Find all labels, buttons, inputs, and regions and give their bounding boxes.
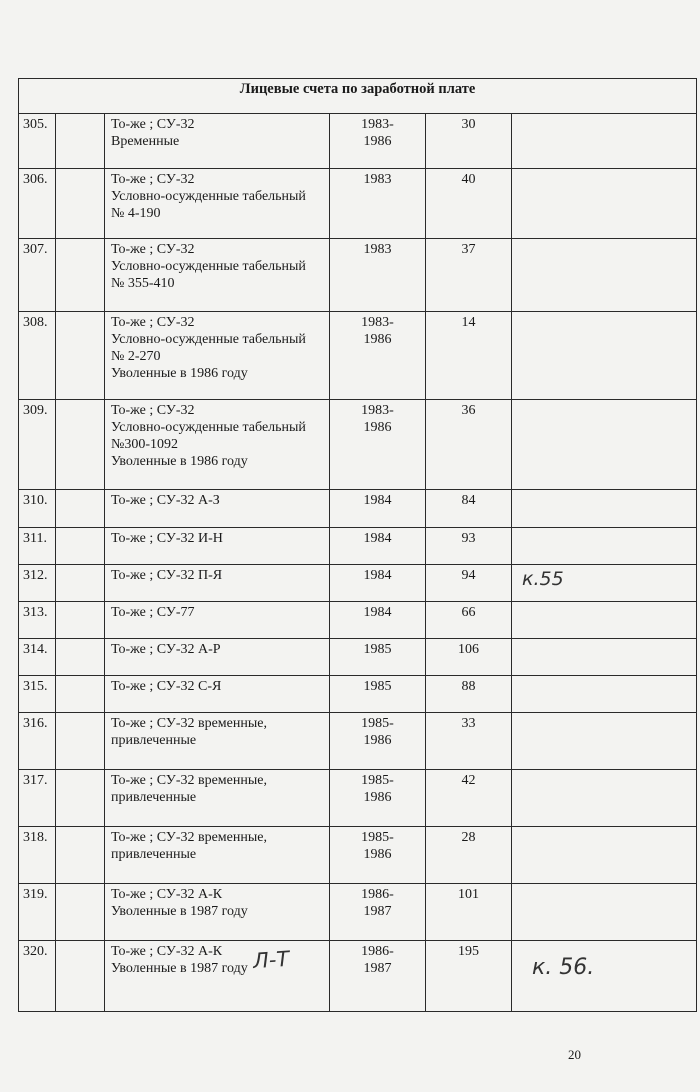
description-line: Уволенные в 1987 году xyxy=(111,961,248,976)
row-years xyxy=(330,676,426,713)
description-line: То-же ; СУ-32 xyxy=(111,315,195,330)
table-row xyxy=(19,676,697,713)
row-number: 317. xyxy=(19,770,56,827)
row-description xyxy=(105,602,330,639)
row-number: 307. xyxy=(19,239,56,312)
table-row xyxy=(19,941,697,1012)
table-row xyxy=(19,770,697,827)
description-line: № 355-410 xyxy=(111,276,175,291)
row-years xyxy=(330,713,426,770)
empty-cell xyxy=(56,884,105,941)
row-note xyxy=(512,770,697,827)
row-number: 316. xyxy=(19,713,56,770)
empty-cell xyxy=(56,639,105,676)
row-number: 306. xyxy=(19,169,56,239)
table-row xyxy=(19,528,697,565)
year-line: 1985- xyxy=(361,830,394,845)
row-number: 313. xyxy=(19,602,56,639)
row-number: 320. xyxy=(19,941,56,1012)
row-years xyxy=(330,565,426,602)
row-count: 28 xyxy=(426,827,512,884)
row-number: 319. xyxy=(19,884,56,941)
handwritten-note: к. 56. xyxy=(532,955,595,980)
year-line: 1986- xyxy=(361,944,394,959)
table-row xyxy=(19,565,697,602)
year-line: 1987 xyxy=(363,961,392,976)
row-description xyxy=(105,565,330,602)
row-note xyxy=(512,639,697,676)
description-line: То-же ; СУ-32 xyxy=(111,117,195,132)
row-years xyxy=(330,169,426,239)
empty-cell xyxy=(56,565,105,602)
table-row xyxy=(19,639,697,676)
description-line: То-же ; СУ-32 С-Я xyxy=(111,679,222,694)
row-number: 314. xyxy=(19,639,56,676)
description-line: То-же ; СУ-32 xyxy=(111,242,195,257)
year-line: 1986- xyxy=(361,887,394,902)
description-line: То-же ; СУ-32 И-Н xyxy=(111,531,223,546)
row-years xyxy=(330,490,426,528)
row-description xyxy=(105,239,330,312)
row-count: 88 xyxy=(426,676,512,713)
description-line: привлеченные xyxy=(111,790,197,805)
table-row xyxy=(19,169,697,239)
row-count: 93 xyxy=(426,528,512,565)
empty-cell xyxy=(56,713,105,770)
ledger-table xyxy=(18,78,697,1012)
row-count: 42 xyxy=(426,770,512,827)
row-description xyxy=(105,114,330,169)
row-count: 195 xyxy=(426,941,512,1012)
empty-cell xyxy=(56,312,105,400)
empty-cell xyxy=(56,528,105,565)
description-line: №300-1092 xyxy=(111,437,179,452)
description-line: № 4-190 xyxy=(111,206,161,221)
row-count: 40 xyxy=(426,169,512,239)
row-note xyxy=(512,169,697,239)
table-row xyxy=(19,114,697,169)
row-note xyxy=(512,239,697,312)
row-description xyxy=(105,169,330,239)
year-line: 1983- xyxy=(361,117,394,132)
year-line: 1983 xyxy=(363,172,392,187)
year-line: 1986 xyxy=(363,790,392,805)
row-years xyxy=(330,312,426,400)
row-years xyxy=(330,884,426,941)
row-years xyxy=(330,400,426,490)
description-line: № 2-270 xyxy=(111,349,161,364)
row-note xyxy=(512,490,697,528)
table-title: Лицевые счета по заработной плате xyxy=(19,79,697,114)
year-line: 1983 xyxy=(363,242,392,257)
year-line: 1986 xyxy=(363,847,392,862)
table-row xyxy=(19,239,697,312)
table-row xyxy=(19,713,697,770)
row-description xyxy=(105,639,330,676)
empty-cell xyxy=(56,490,105,528)
row-number: 318. xyxy=(19,827,56,884)
description-line: То-же ; СУ-32 временные, xyxy=(111,830,267,845)
table-row xyxy=(19,884,697,941)
description-line: То-же ; СУ-32 временные, xyxy=(111,773,267,788)
year-line: 1986 xyxy=(363,420,392,435)
row-note xyxy=(512,114,697,169)
description-line: Уволенные в 1987 году xyxy=(111,904,248,919)
row-note xyxy=(512,884,697,941)
row-years xyxy=(330,239,426,312)
handwritten-note: к.55 xyxy=(522,568,564,590)
page-number: 20 xyxy=(568,1047,581,1062)
row-count: 106 xyxy=(426,639,512,676)
description-line: То-же ; СУ-32 А-З xyxy=(111,493,220,508)
row-number: 311. xyxy=(19,528,56,565)
year-line: 1987 xyxy=(363,904,392,919)
empty-cell xyxy=(56,827,105,884)
row-number: 308. xyxy=(19,312,56,400)
row-count: 94 xyxy=(426,565,512,602)
row-description xyxy=(105,312,330,400)
row-years xyxy=(330,941,426,1012)
description-line: То-же ; СУ-32 П-Я xyxy=(111,568,223,583)
description-line: Условно-осужденные табельный xyxy=(111,332,306,347)
table-row xyxy=(19,827,697,884)
description-line: привлеченные xyxy=(111,733,197,748)
row-note xyxy=(512,312,697,400)
empty-cell xyxy=(56,602,105,639)
description-line: То-же ; СУ-32 временные, xyxy=(111,716,267,731)
row-number: 312. xyxy=(19,565,56,602)
year-line: 1984 xyxy=(363,531,392,546)
row-years xyxy=(330,770,426,827)
description-line: То-же ; СУ-77 xyxy=(111,605,195,620)
table-row xyxy=(19,602,697,639)
empty-cell xyxy=(56,941,105,1012)
row-note xyxy=(512,713,697,770)
row-description xyxy=(105,884,330,941)
row-note xyxy=(512,565,697,602)
description-line: Уволенные в 1986 году xyxy=(111,366,248,381)
description-line: Условно-осужденные табельный xyxy=(111,420,306,435)
row-count: 36 xyxy=(426,400,512,490)
year-line: 1983- xyxy=(361,315,394,330)
handwritten-annotation: Л-Т xyxy=(252,946,290,974)
year-line: 1983- xyxy=(361,403,394,418)
row-count: 66 xyxy=(426,602,512,639)
row-years xyxy=(330,639,426,676)
row-description xyxy=(105,528,330,565)
row-count: 14 xyxy=(426,312,512,400)
row-years xyxy=(330,827,426,884)
description-line: привлеченные xyxy=(111,847,197,862)
row-number: 310. xyxy=(19,490,56,528)
year-line: 1985 xyxy=(363,642,392,657)
row-note xyxy=(512,941,697,1012)
empty-cell xyxy=(56,770,105,827)
year-line: 1984 xyxy=(363,493,392,508)
row-note xyxy=(512,528,697,565)
empty-cell xyxy=(56,239,105,312)
description-line: Временные xyxy=(111,134,180,149)
table-row xyxy=(19,312,697,400)
year-line: 1986 xyxy=(363,332,392,347)
year-line: 1986 xyxy=(363,134,392,149)
table-title-row xyxy=(19,79,697,114)
row-note xyxy=(512,400,697,490)
description-line: Уволенные в 1986 году xyxy=(111,454,248,469)
description-line: То-же ; СУ-32 xyxy=(111,403,195,418)
row-note xyxy=(512,827,697,884)
row-number: 309. xyxy=(19,400,56,490)
row-count: 30 xyxy=(426,114,512,169)
row-years xyxy=(330,114,426,169)
row-description xyxy=(105,941,330,1012)
description-line: То-же ; СУ-32 А-К xyxy=(111,887,223,902)
empty-cell xyxy=(56,676,105,713)
row-count: 33 xyxy=(426,713,512,770)
row-description xyxy=(105,770,330,827)
description-line: То-же ; СУ-32 А-Р xyxy=(111,642,221,657)
year-line: 1986 xyxy=(363,733,392,748)
empty-cell xyxy=(56,400,105,490)
table-row xyxy=(19,400,697,490)
row-number: 315. xyxy=(19,676,56,713)
row-count: 37 xyxy=(426,239,512,312)
row-description xyxy=(105,713,330,770)
row-count: 101 xyxy=(426,884,512,941)
description-line: То-же ; СУ-32 xyxy=(111,172,195,187)
row-years xyxy=(330,528,426,565)
row-description xyxy=(105,827,330,884)
row-description xyxy=(105,400,330,490)
table-row xyxy=(19,490,697,528)
row-count: 84 xyxy=(426,490,512,528)
row-note xyxy=(512,676,697,713)
row-number: 305. xyxy=(19,114,56,169)
empty-cell xyxy=(56,169,105,239)
year-line: 1984 xyxy=(363,568,392,583)
empty-cell xyxy=(56,114,105,169)
year-line: 1984 xyxy=(363,605,392,620)
row-description xyxy=(105,490,330,528)
year-line: 1985- xyxy=(361,716,394,731)
description-line: Условно-осужденные табельный xyxy=(111,259,306,274)
row-years xyxy=(330,602,426,639)
row-note xyxy=(512,602,697,639)
row-description xyxy=(105,676,330,713)
description-line: То-же ; СУ-32 А-К xyxy=(111,944,223,959)
year-line: 1985 xyxy=(363,679,392,694)
year-line: 1985- xyxy=(361,773,394,788)
description-line: Условно-осужденные табельный xyxy=(111,189,306,204)
